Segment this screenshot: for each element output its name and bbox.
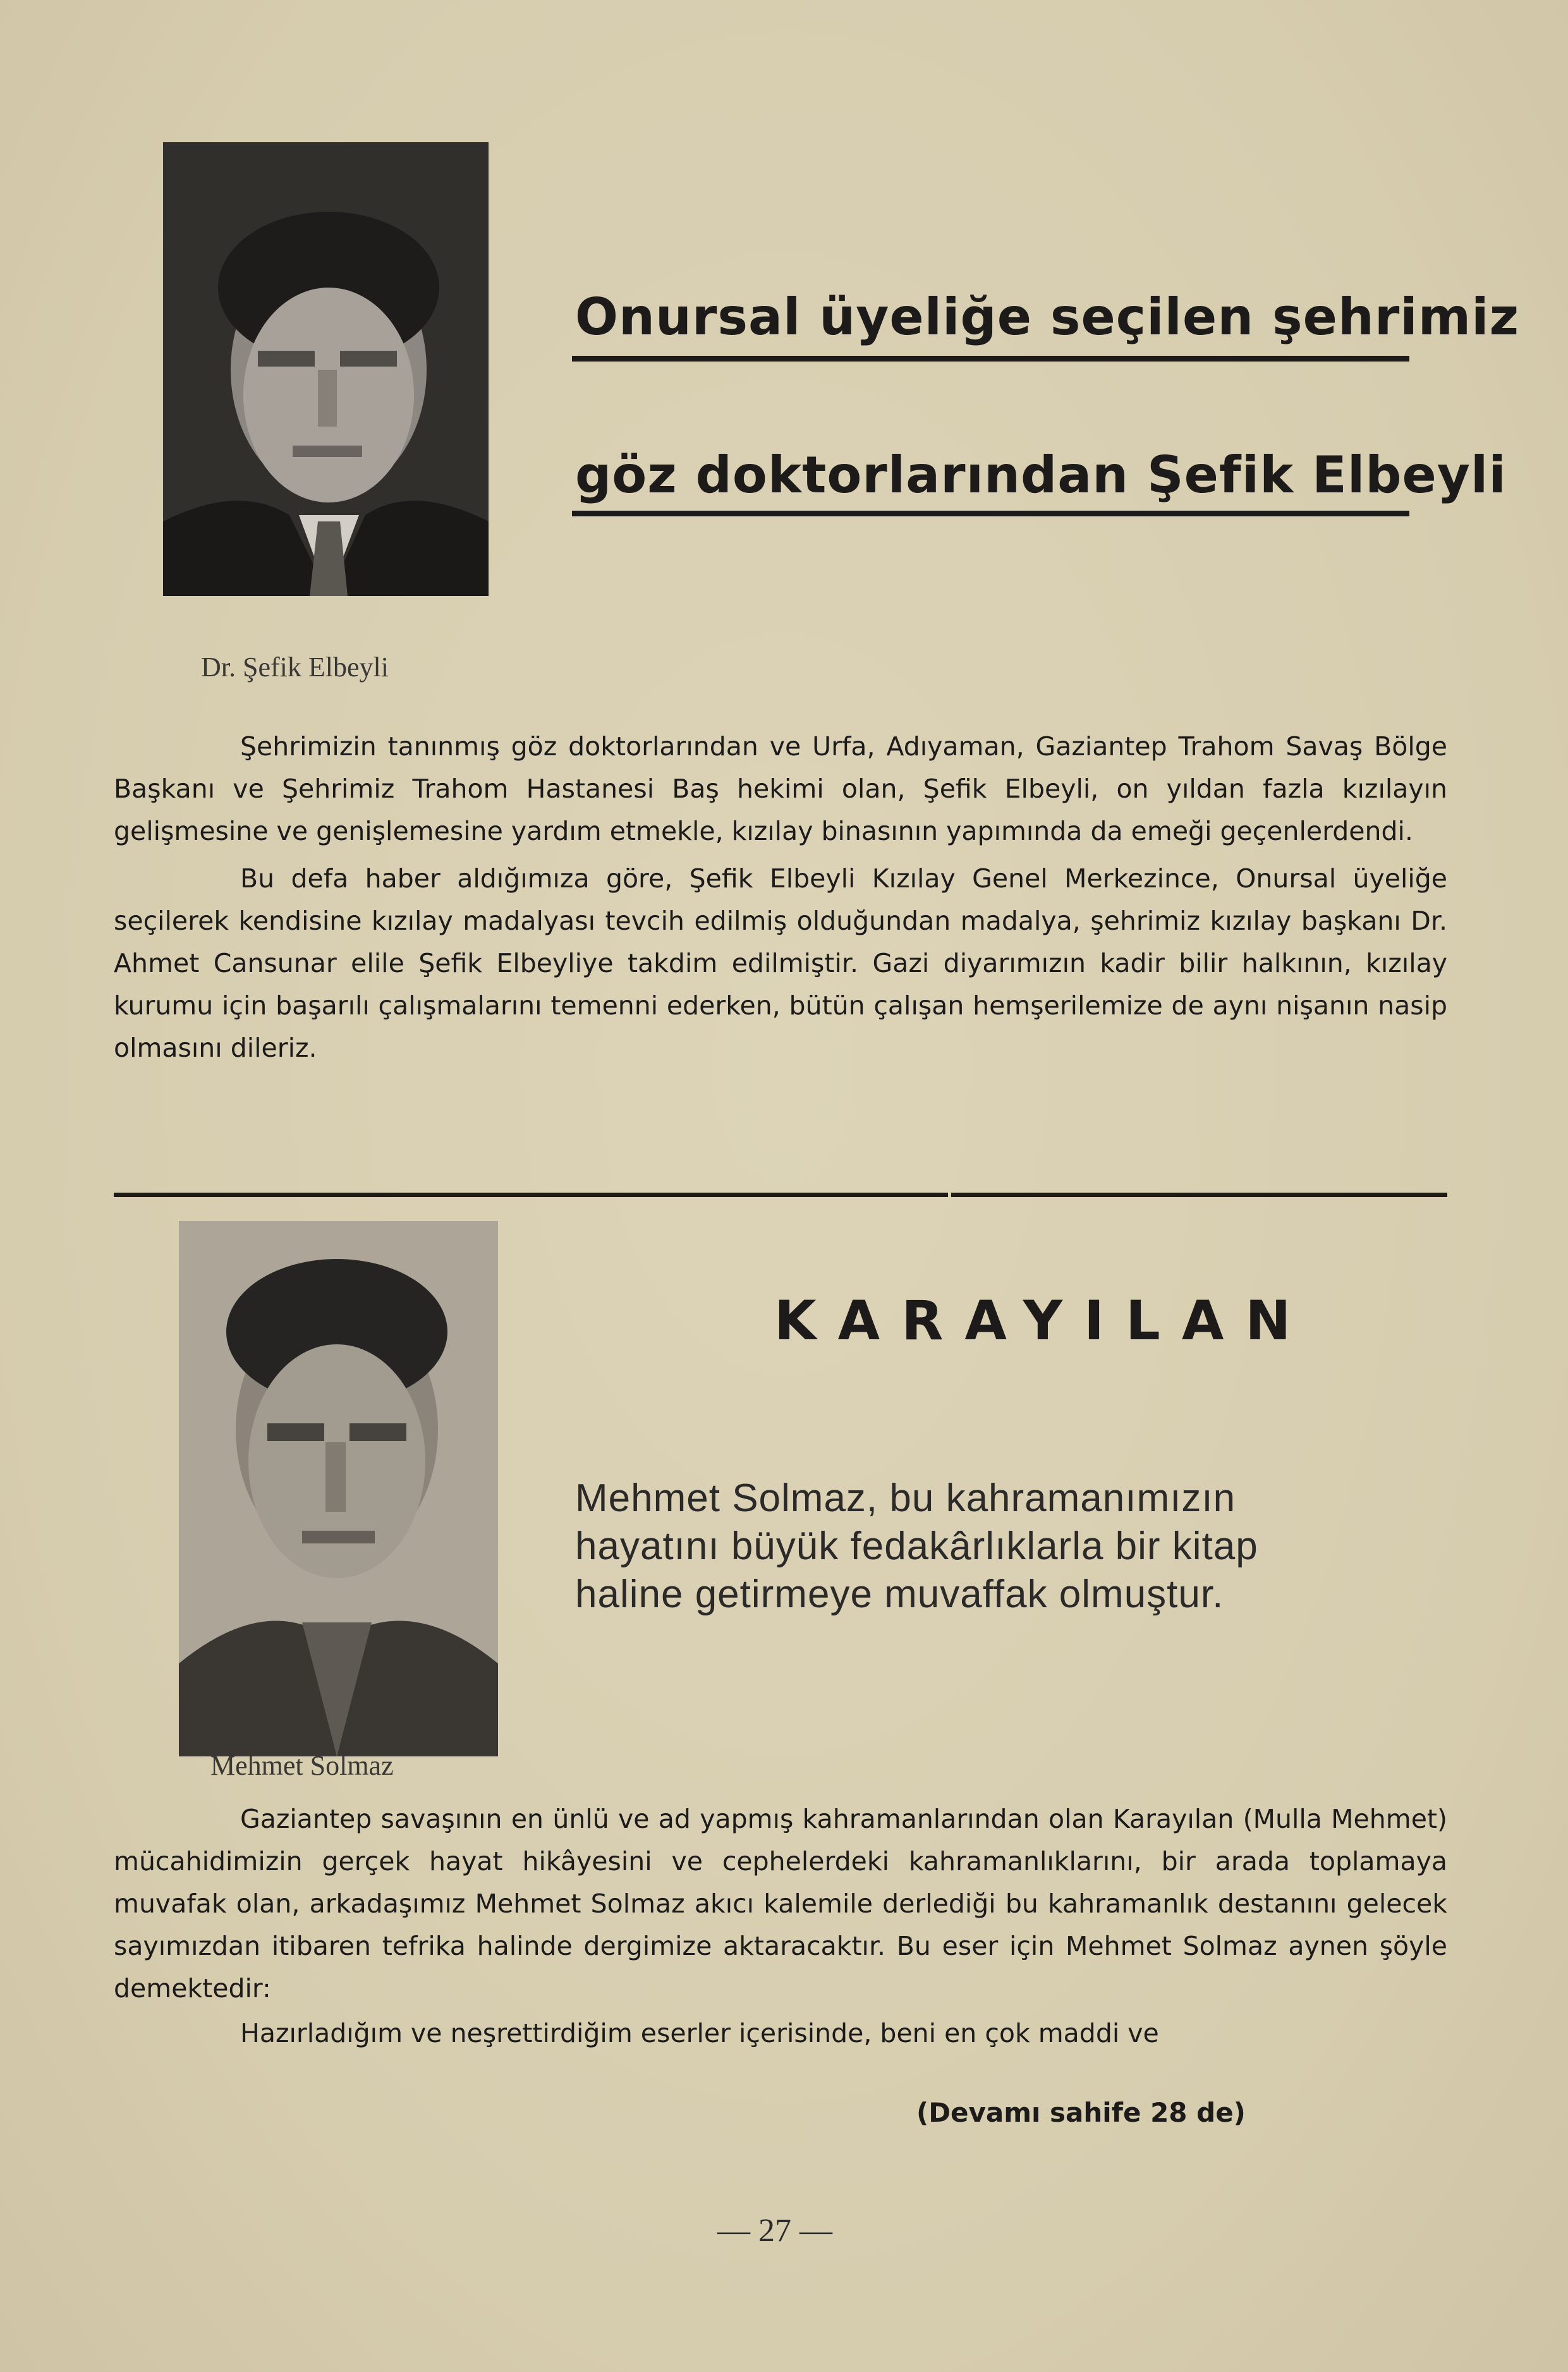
lead-line-3: haline getirmeye muvaffak olmuştur.	[575, 1572, 1224, 1616]
continued-note: (Devamı sahife 28 de)	[916, 2097, 1246, 2128]
lead-line-2: hayatını büyük fedakârlıklarla bir kitap	[575, 1524, 1258, 1568]
article1-paragraph-1: Şehrimizin tanınmış göz doktorlarından ve Urfa, Adıyaman, Gaziantep Trahom Savaş Bölge Başkanı ve Şehrimiz Trahom Hastanesi Baş hekimi olan, Şefik Elbeyli, on yıldan fazla kızılayın gelişmesine ve genişlemesine yardım etmekle, kızılay binasının yapımında da emeği geçenlerdendi.	[114, 731, 1447, 846]
section-divider	[114, 1193, 948, 1197]
photo-caption-elbeyli: Dr. Şefik Elbeyli	[201, 652, 389, 683]
headline-underline-2	[572, 511, 1409, 516]
karayilan-lead	[575, 1475, 1258, 1619]
portrait-photo-solmaz	[179, 1221, 498, 1756]
headline-underline-1	[572, 356, 1409, 362]
page-number: — 27 —	[717, 2213, 832, 2249]
portrait-photo-elbeyli	[163, 142, 489, 596]
lead-line-1: Mehmet Solmaz, bu kahramanımızın	[575, 1476, 1236, 1520]
headline-line-2: göz doktorlarından Şefik Elbeyli	[575, 446, 1507, 504]
photo-caption-solmaz: Mehmet Solmaz	[210, 1750, 394, 1781]
article2-body	[114, 1798, 1447, 2055]
section-divider-right	[951, 1193, 1447, 1197]
headline-line-1: Onursal üyeliğe seçilen şehrimiz	[575, 288, 1520, 346]
article2-paragraph-2: Hazırladığım ve neşrettirdiğim eserler içerisinde, beni en çok maddi ve	[240, 2018, 1159, 2048]
article1-body	[114, 726, 1447, 1069]
karayilan-title: KARAYILAN	[774, 1289, 1313, 1353]
article2-paragraph-1: Gaziantep savaşının en ünlü ve ad yapmış kahramanlarından olan Karayılan (Mulla Mehmet) mücahidimizin gerçek hayat hikâyesini ve cephelerdeki kahramanlıklarını, bir arada toplamaya muvafak olan, arkadaşımız Mehmet Solmaz akıcı kalemile derlediği bu kahramanlık destanını gelecek sayımızdan itibaren tefrika halinde dergimize aktaracaktır. Bu eser için Mehmet Solmaz aynen şöyle demektedir:	[114, 1804, 1447, 2004]
article1-paragraph-2: Bu defa haber aldığımıza göre, Şefik Elbeyli Kızılay Genel Merkezince, Onursal üyeliğe seçilerek kendisine kızılay madalyası tevcih edilmiş olduğundan madalya, şehrimiz kızılay başkanı Dr. Ahmet Cansunar elile Şefik Elbeyliye takdim edilmiştir. Gazi diyarımızın kadir bilir halkının, kızılay kurumu için başarılı çalışmalarını temenni ederken, bütün çalışan hemşerilemize de aynı nişanın nasip olmasını dileriz.	[114, 863, 1447, 1063]
